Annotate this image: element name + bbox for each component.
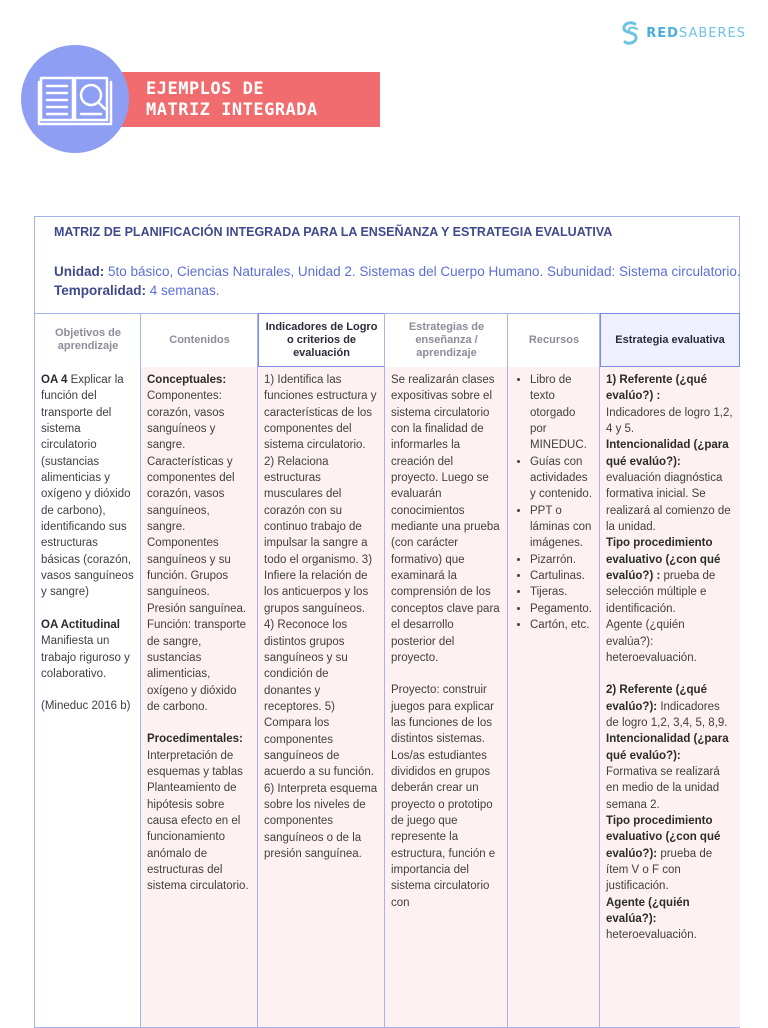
col-objetivos: OA 4 Explicar la función del transporte del sistema circulatorio (sustancias alimenticias y oxígeno y dióxido de carbono), identificando sus estructuras básicas (corazón, vasos sanguíneos y sangre) OA Actitudinal Manifiesta un trabajo riguroso y colaborativo. (Mineduc 2016 b) [41, 374, 134, 713]
matrix-header [35, 217, 739, 314]
header-contenidos: Contenidos [169, 333, 230, 346]
column-divider [599, 313, 600, 1027]
recurso-item: • Pegamento. [530, 601, 593, 617]
col-contenidos: Conceptuales: Componentes: corazón, vasos sanguíneos y sangre. Características y componentes del corazón, vasos sanguíneos, sangre. Componentes sanguíneos y su función. Grupos sanguíneos. Presión sanguínea. Función: transporte de sangre, sustancias alimenticias, oxígeno y dióxido de carbono. Procedimentales: Interpretación de esquemas y tablas Planteamiento de hipótesis sobre causa efecto en el funcionamiento anómalo de estructuras del sistema circulatorio. [141, 367, 257, 1027]
column-divider [384, 313, 385, 1027]
page-title: EJEMPLOS DE MATRIZ INTEGRADA [146, 79, 318, 120]
recurso-item: • Cartulinas. [530, 568, 593, 584]
temporalidad-line: Temporalidad: 4 semanas. [54, 283, 220, 298]
col-recursos [508, 367, 599, 1027]
col-estrategias: Se realizarán clases expositivas sobre el sistema circulatorio con la finalidad de informarles la creación del proyecto. Luego se evaluarán conocimientos mediante una prueba (con carácter formativo) que examinará la comprensión de los conceptos clave para el desarrollo posterior del proyecto. Proyecto: construir juegos para explicar las funciones de los distintos sistemas. Los/as estudiantes divididos en grupos deberán crear un proyecto o prototipo de juego que represente la estructura, función e importancia del sistema circulatorio con [385, 367, 507, 1027]
brand-logo [620, 20, 746, 46]
recurso-item: • Pizarrón. [530, 552, 593, 568]
recurso-item: • Tijeras. [530, 584, 593, 600]
header-recursos: Recursos [528, 333, 580, 346]
column-divider [507, 313, 508, 1027]
recurso-item: • PPT o láminas con imágenes. [530, 503, 593, 552]
header-estrategias: Estrategias de enseñanza / aprendizaje [408, 320, 485, 359]
planning-matrix [34, 216, 740, 1028]
header-indicadores: Indicadores de Logro o criterios de evaluación [258, 313, 385, 367]
recurso-item: • Guías con actividades y contenido. [530, 454, 593, 503]
column-divider [140, 313, 141, 1027]
unidad-line: Unidad: 5to básico, Ciencias Naturales, Unidad 2. Sistemas del Cuerpo Humano. Subunidad: Sistema circulatorio. [54, 264, 741, 279]
recurso-item: • Libro de texto otorgado por MINEDUC. [530, 372, 593, 454]
col-indicadores: 1) Identifica las funciones estructura y características de los componentes del sistema circulatorio. 2) Relaciona estructuras musculares del corazón con su continuo trabajo de impulsar la sangre a todo el organismo. 3) Infiere la relación de los anticuerpos y los grupos sanguíneos. 4) Reconoce los distintos grupos sanguíneos y su condición de donantes y receptores. 5) Compara los componentes sanguíneos de acuerdo a su función. 6) Interpreta esquema sobre los niveles de componentes sanguíneos o de la presión sanguínea. [258, 367, 384, 1027]
open-book-magnifier-icon [37, 70, 113, 128]
matrix-title: MATRIZ DE PLANIFICACIÓN INTEGRADA PARA LA ENSEÑANZA Y ESTRATEGIA EVALUATIVA [54, 225, 613, 239]
col-evaluativa: 1) Referente (¿qué evalúo?) : Indicadores de logro 1,2, 4 y 5. Intencionalidad (¿para qué evalúo?): evaluación diagnóstica formativa inicial. Se realizará al comienzo de la unidad. Tipo procedimiento evaluativo (¿con qué evalúo?) : prueba de selección múltiple e identificación. Agente (¿quién evalúa?): heteroevaluación. 2) Referente (¿qué evalúo?): Indicadores de logro 1,2, 3,4, 5, 8,9. Intencionalidad (¿para qué evalúo?): Formativa se realizará en medio de la unidad semana 2. Tipo procedimiento evaluativo (¿con qué evalúo?): prueba de ítem V o F con justificación. Agente (¿quién evalúa?): heteroevaluación. [600, 367, 740, 1027]
brand-name: REDSABERES [646, 25, 746, 41]
recursos-list [514, 372, 593, 634]
header-objetivos: Objetivos de aprendizaje [54, 327, 122, 352]
recurso-item: • Cartón, etc. [530, 617, 593, 633]
redsaberes-logo-icon [620, 20, 642, 46]
column-divider [257, 313, 258, 1027]
header-evaluativa: Estrategia evaluativa [600, 313, 740, 367]
